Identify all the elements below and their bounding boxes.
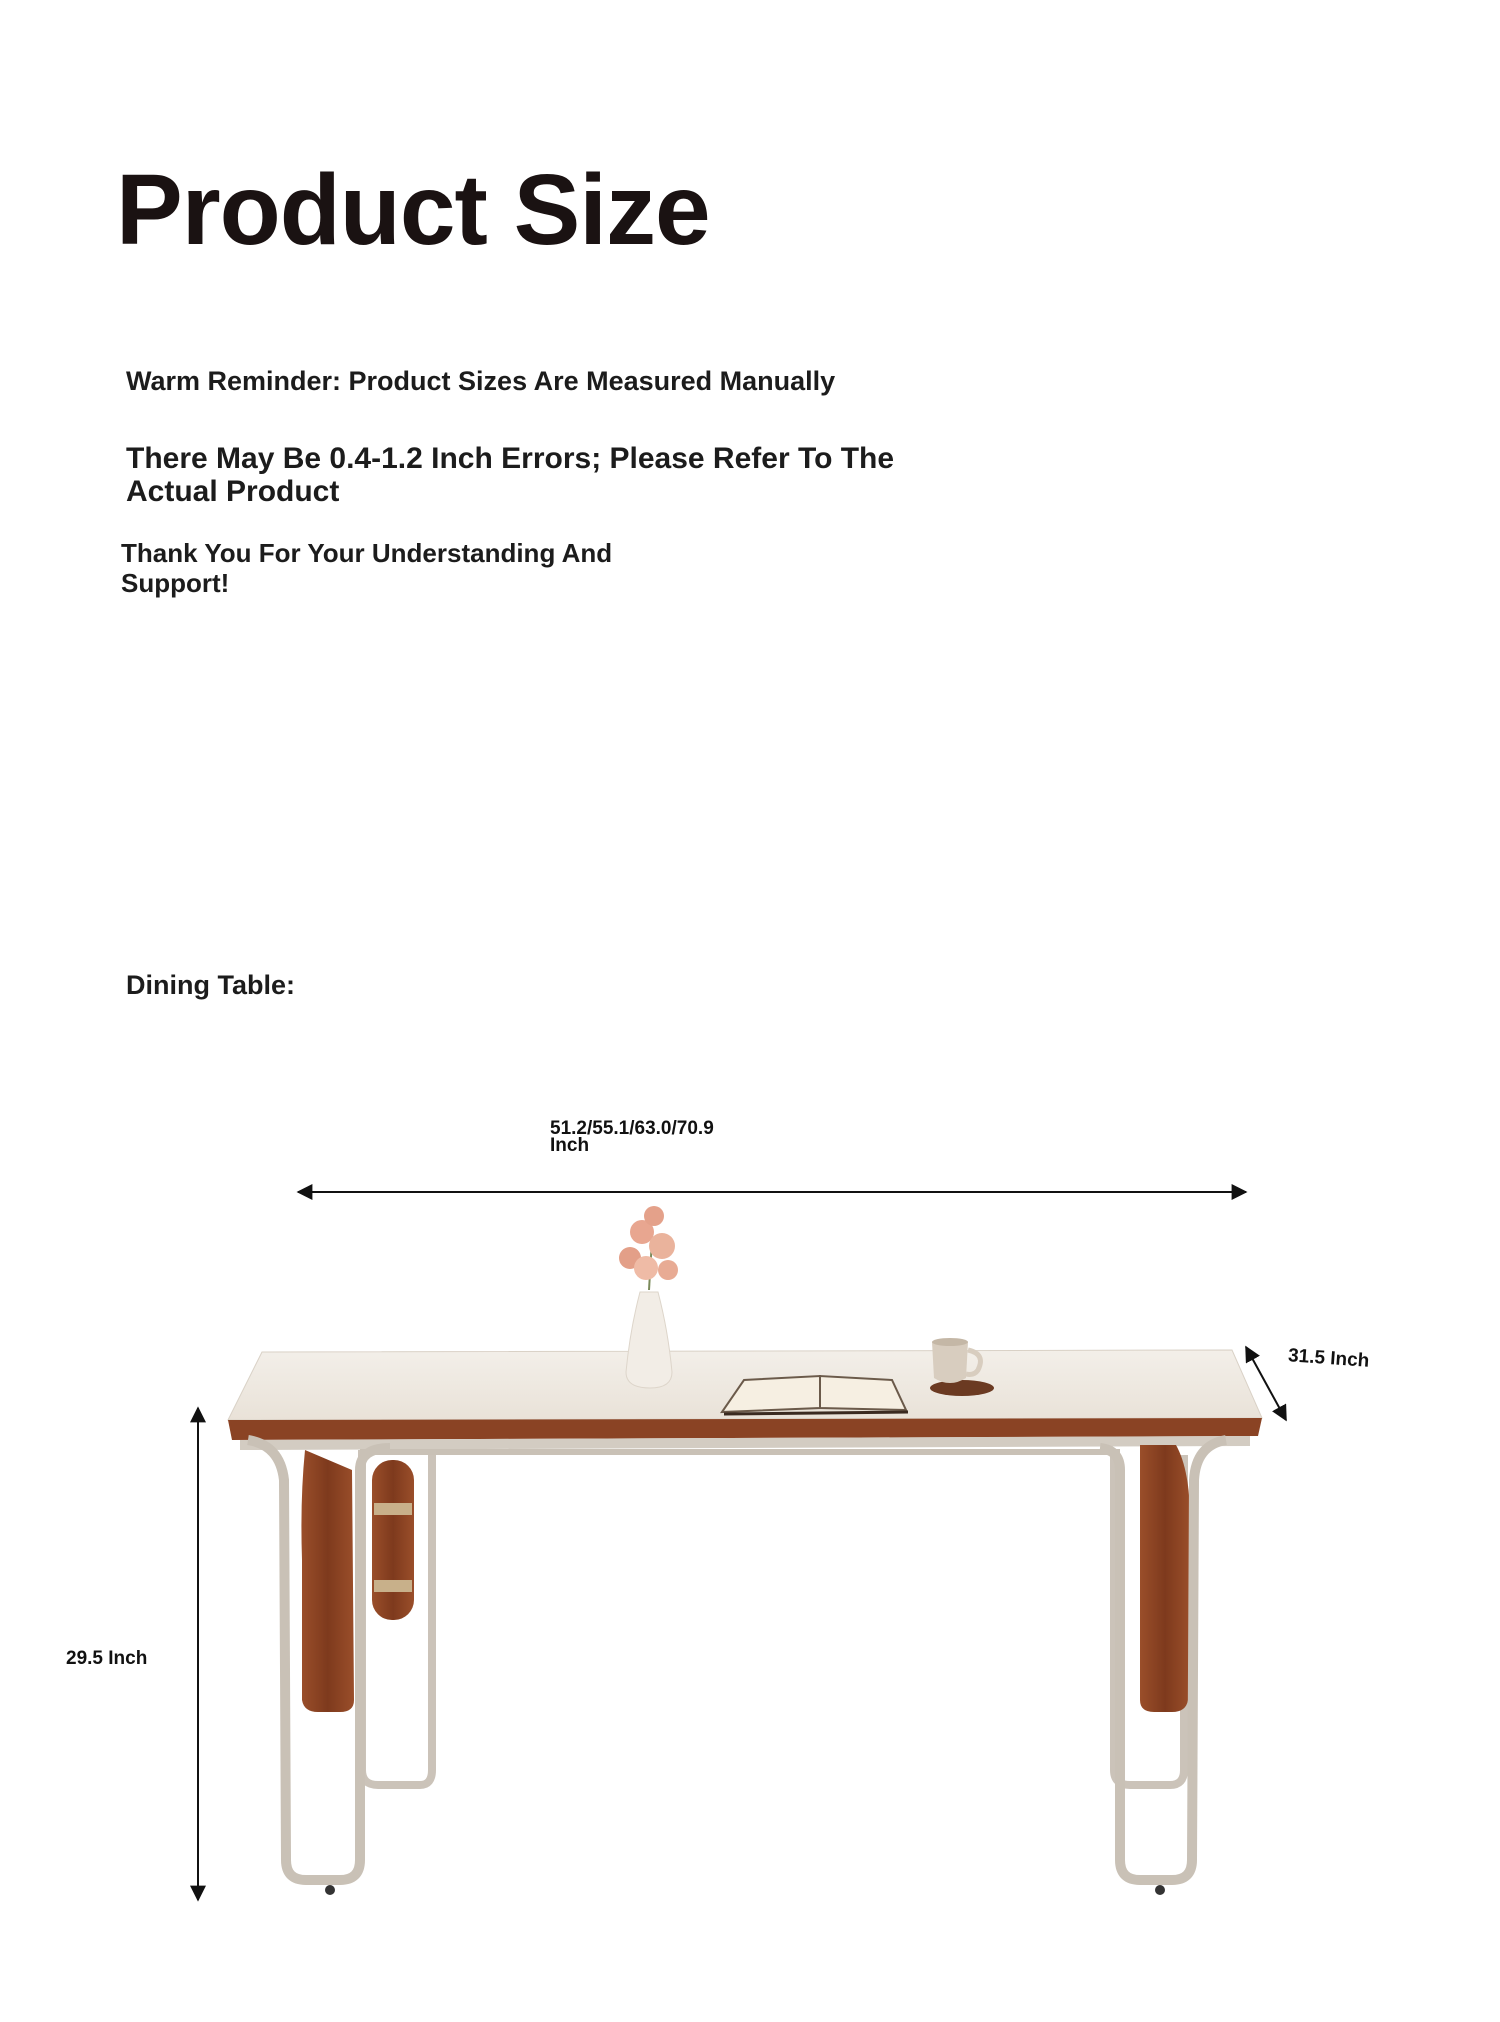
reminder-size-errors: There May Be 0.4-1.2 Inch Errors; Please Refer To The Actual Product [126,442,895,508]
front-left-leg [248,1440,390,1895]
height-dimension-label: 29.5 Inch [66,1648,148,1669]
back-left-leg [362,1450,432,1785]
page-title: Product Size [116,154,710,266]
depth-dimension-label: 31.5 Inch [1287,1345,1370,1372]
front-right-leg [1100,1440,1226,1895]
open-book [722,1376,908,1414]
reminder-thank-you: Thank You For Your Understanding And Support! [121,538,613,598]
flower-vase [619,1206,678,1388]
width-dimension-label: 51.2/55.1/63.0/70.9 Inch [550,1118,714,1156]
dining-table-label: Dining Table: [126,970,295,1000]
reminder-measured-manually: Warm Reminder: Product Sizes Are Measured Manually [126,366,836,396]
